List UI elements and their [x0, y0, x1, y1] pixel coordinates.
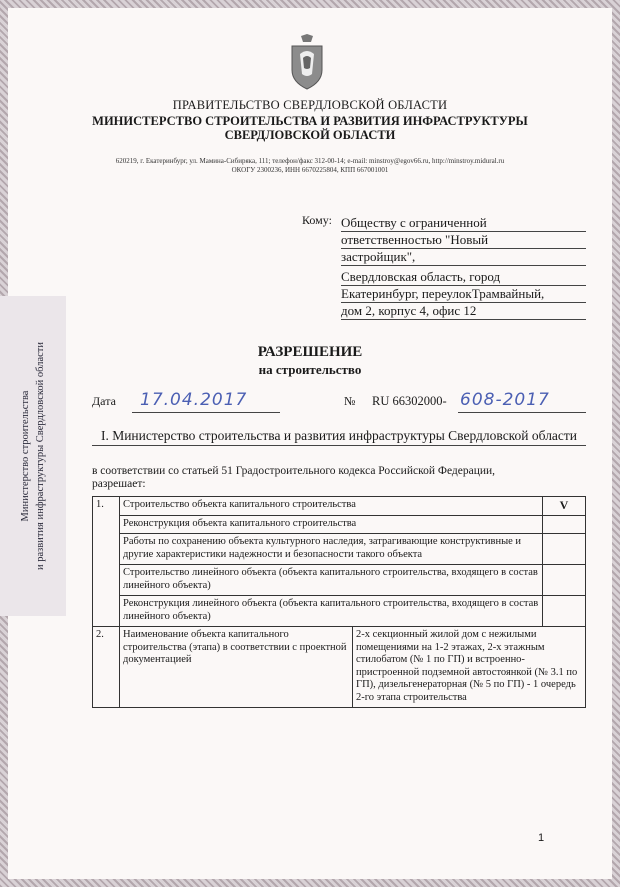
coat-of-arms-icon	[287, 34, 327, 90]
number-value: 608-2017	[460, 390, 550, 410]
table-cell: Наименование объекта капитального строительства (этапа) в соответствии с проектной документацией	[120, 627, 353, 708]
document-title: РАЗРЕШЕНИЕ	[257, 344, 363, 360]
government-name: ПРАВИТЕЛЬСТВО СВЕРДЛОВСКОЙ ОБЛАСТИ	[172, 98, 448, 112]
section-title: I. Министерство строительства и развития инфраструктуры Свердловской области	[92, 428, 586, 446]
check-mark: V	[543, 497, 586, 516]
date-value: 17.04.2017	[140, 390, 248, 410]
recipient-line: застройщик",	[341, 248, 586, 266]
table-row	[93, 515, 586, 534]
table-row	[93, 497, 586, 516]
intro-line2: разрешает:	[92, 478, 146, 490]
table-row	[93, 627, 586, 708]
ministry-codes: ОКОГУ 2300236, ИНН 6670225804, КПП 667001001	[231, 166, 389, 174]
recipient-line: Обществу с ограниченной	[341, 214, 586, 232]
number-prefix: RU 66302000-	[372, 394, 447, 408]
table-row	[93, 596, 586, 627]
check-mark	[543, 596, 586, 627]
permission-table	[92, 496, 586, 708]
number-label: №	[344, 394, 356, 408]
check-mark	[543, 534, 586, 565]
document-subtitle: на строительство	[258, 362, 362, 377]
table-row	[93, 565, 586, 596]
check-mark	[543, 515, 586, 534]
side-stamp-line1: Министерство строительства	[20, 390, 31, 522]
page-number: 1	[538, 832, 545, 844]
table-cell: Строительство объекта капитального строительства	[120, 497, 543, 516]
table-cell: Реконструкция линейного объекта (объекта капитального строительства, входящего в состав линейного объекта)	[120, 596, 543, 627]
ministry-name-line2: СВЕРДЛОВСКОЙ ОБЛАСТИ	[224, 128, 396, 142]
date-label: Дата	[92, 394, 116, 408]
recipient-line: дом 2, корпус 4, офис 12	[341, 302, 586, 320]
row-number: 2.	[93, 627, 120, 708]
table-cell: 2-х секционный жилой дом с нежилыми помещениями на 1-2 этажах, 2-х этажным стилобатом (№ 1 по ГП) и встроенно-пристроенной подземной автостоянкой (№ 3.1 по ГП), дизельгенераторная (№ 5 по ГП) - 1 очередь 2-го этапа строительства	[353, 627, 586, 708]
recipient-line: Свердловская область, город	[341, 268, 586, 286]
intro-line1: в соответствии со статьей 51 Градостроительного кодекса Российской Федерации,	[92, 465, 496, 477]
table-cell: Реконструкция объекта капитального строительства	[120, 515, 543, 534]
intro-text	[92, 465, 586, 491]
recipient-line: ответственностью "Новый	[341, 231, 586, 249]
check-mark	[543, 565, 586, 596]
ministry-address: 620219, г. Екатеринбург, ул. Мамина-Сибиряка, 111; телефон/факс 312-00-14; e-mail: minstroy@egov66.ru, http://minstroy.midural.ru	[115, 157, 505, 165]
table-cell: Строительство линейного объекта (объекта капитального строительства, входящего в состав линейного объекта)	[120, 565, 543, 596]
recipient-label: Кому:	[302, 213, 332, 227]
side-stamp-line2: и развития инфраструктуры Свердловской области	[35, 341, 46, 571]
ministry-name-line1: МИНИСТЕРСТВО СТРОИТЕЛЬСТВА И РАЗВИТИЯ ИНФРАСТРУКТУРЫ	[92, 114, 528, 128]
table-cell: Работы по сохранению объекта культурного наследия, затрагивающие конструктивные и другие характеристики надежности и безопасности такого объекта	[120, 534, 543, 565]
recipient-line: Екатеринбург, переулокТрамвайный,	[341, 285, 586, 303]
table-row	[93, 534, 586, 565]
row-number: 1.	[93, 497, 120, 627]
